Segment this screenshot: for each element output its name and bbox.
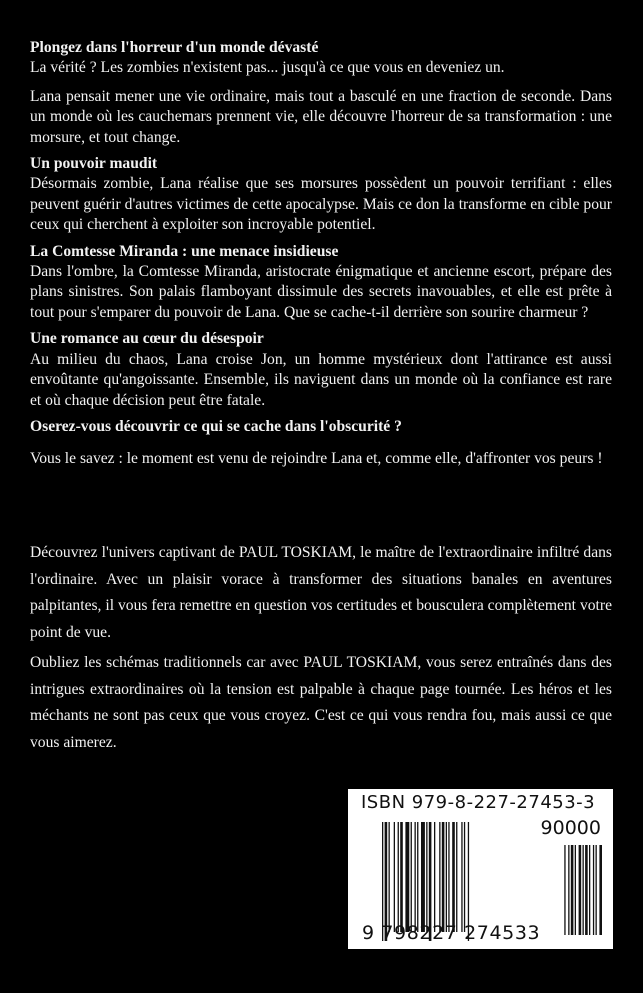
barcode-bar <box>426 822 427 932</box>
paragraph: Lana pensait mener une vie ordinaire, mais tout a basculé en une fraction de seconde. Dans un monde où les cauchemars prennent vie, elle découvre l'horreur de sa transformation : une morsure, et tout change. <box>30 87 612 146</box>
section-heading: La Comtesse Miranda : une menace insidieuse <box>30 242 339 260</box>
barcode-bar <box>564 845 565 935</box>
barcode-bar <box>452 822 455 932</box>
barcode-bar <box>398 822 399 932</box>
barcode-bar <box>583 845 584 935</box>
barcode-bar <box>464 822 465 932</box>
author-bio <box>30 540 612 760</box>
question-heading: Oserez-vous découvrir ce qui se cache dans l'obscurité ? <box>30 417 402 435</box>
paragraph: Dans l'ombre, la Comtesse Miranda, aristocrate énigmatique et ancienne escort, prépare des plans sinistres. Son palais flamboyant dissimule des secrets inavouables, et elle est prête à tout pour s'emparer du pouvoir de Lana. Que se cache-t-il derrière son sourire charmeur ? <box>30 263 612 321</box>
barcode-bar <box>589 845 590 935</box>
barcode-bar <box>456 822 457 932</box>
barcode-digits: 9 798227 274533 <box>362 922 541 944</box>
barcode-bar <box>417 822 418 932</box>
barcode-bar <box>442 822 445 932</box>
closing-line: Vous le savez : le moment est venu de rejoindre Lana et, comme elle, d'affronter vos peurs ! <box>30 450 603 468</box>
barcode-bar <box>400 822 403 932</box>
barcode-bar <box>575 845 576 935</box>
section-4 <box>30 329 612 411</box>
barcode-bar <box>439 822 440 932</box>
barcode-bar <box>415 822 416 932</box>
isbn-label: ISBN 979-8-227-27453-3 <box>361 792 596 813</box>
isbn-barcode <box>348 789 613 949</box>
back-cover-blurb <box>30 38 612 476</box>
paragraph: Au milieu du chaos, Lana croise Jon, un homme mystérieux dont l'attirance est aussi envoûtante qu'angoissante. Ensemble, ils naviguent dans un monde où la confiance est rare et où chaque décision peut être fatale. <box>30 350 612 409</box>
section-heading: Un pouvoir maudit <box>30 155 158 173</box>
section-1 <box>30 38 612 148</box>
barcode-bar <box>389 822 390 932</box>
paragraph: Désormais zombie, Lana réalise que ses morsures possèdent un pouvoir terrifiant : elles peuvent guérir d'autres victimes de cette apocalypse. Mais ce don la transforme en cible pour ceux qui cherchent à exploiter son incroyable potentiel. <box>30 175 612 234</box>
barcode-bar <box>596 845 597 935</box>
barcode-bar <box>579 845 582 935</box>
barcode-bar <box>461 822 462 932</box>
section-3 <box>30 242 612 324</box>
barcode-bar <box>434 822 435 932</box>
paragraph: La vérité ? Les zombies n'existent pas... jusqu'à ce que vous en deveniez un. <box>30 59 505 77</box>
barcode-bar <box>405 822 409 932</box>
barcode-bar <box>448 822 449 932</box>
barcode-bar <box>593 845 594 935</box>
price-addon: 90000 <box>540 817 601 839</box>
author-paragraph: Oubliez les schémas traditionnels car avec PAUL TOSKIAM, vous serez entraînés dans des intrigues extraordinaires où la tension est palpable à chaque page tournée. Les héros et les méchants ne sont pas ceux que vous croyez. C'est ce qui vous rendra fou, mais aussi ce que vous aimerez. <box>30 654 612 751</box>
barcode-bar <box>411 822 412 932</box>
barcode-bar <box>571 845 574 935</box>
barcode-bar <box>446 822 447 932</box>
author-paragraph: Découvrez l'univers captivant de PAUL TOSKIAM, le maître de l'extraordinaire infiltré dans l'ordinaire. Avec un plaisir vorace à transformer des situations banales en aventures palpitantes, il vous fera remettre en question vos certitudes et bousculera complètement votre point de vue. <box>30 544 612 641</box>
section-heading: Plongez dans l'horreur d'un monde dévasté <box>30 39 319 56</box>
barcode-bar <box>394 822 395 932</box>
barcode-bar <box>421 822 425 932</box>
section-2 <box>30 154 612 236</box>
barcode-bar <box>599 845 602 935</box>
barcode-bar <box>585 845 588 935</box>
barcode-bar <box>568 845 569 935</box>
section-heading: Une romance au cœur du désespoir <box>30 330 264 348</box>
